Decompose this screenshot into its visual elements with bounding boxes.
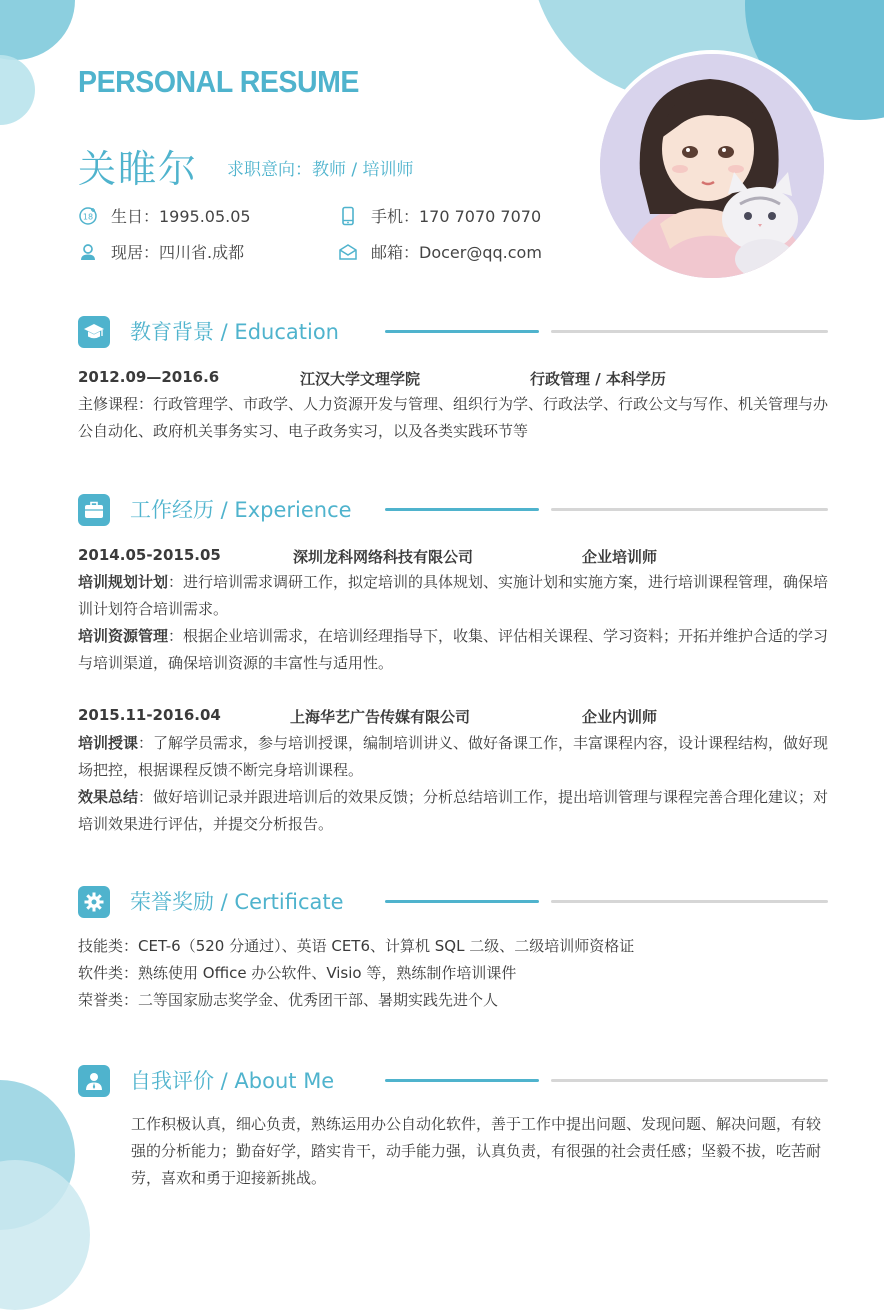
certificate-software: 软件类：熟练使用 Office 办公软件、Visio 等，熟练制作培训课件 — [78, 964, 517, 982]
certificate-honors: 荣誉类：二等国家励志奖学金、优秀团干部、暑期实践先进个人 — [78, 991, 499, 1009]
section-title-experience: 工作经历 / Experience — [130, 498, 352, 522]
birthday-18-icon — [78, 206, 98, 226]
section-divider-gray — [551, 330, 828, 333]
section-icon-education — [78, 316, 110, 348]
decor-circle-bottom-left-light — [0, 1160, 90, 1310]
gear-icon — [83, 891, 105, 913]
job-role: 企业培训师 — [582, 548, 658, 566]
info-birthday — [78, 204, 251, 227]
job-intention: 求职意向：教师 / 培训师 — [227, 160, 414, 180]
mobile-phone-icon — [338, 206, 358, 226]
item-text: ：根据企业培训需求，在培训经理指导下，收集、评估相关课程、学习资料；开拓并维护合适的学习与培训渠道，确保培训资源的丰富性与适用性。 — [78, 627, 829, 672]
avatar-illustration — [600, 54, 824, 278]
section-divider-accent — [385, 900, 539, 903]
job-company: 深圳龙科网络科技有限公司 — [293, 548, 474, 566]
job-1-item-1 — [78, 569, 830, 623]
education-description: 主修课程：行政管理学、市政学、人力资源开发与管理、组织行为学、行政法学、行政公文与写作、机关管理与办公自动化、政府机关事务实习、电子政务实习，以及各类实践环节等 — [78, 395, 829, 440]
section-title-education: 教育背景 / Education — [130, 320, 339, 344]
section-title-certificate: 荣誉奖励 / Certificate — [130, 890, 344, 914]
section-title-about: 自我评价 / About Me — [130, 1069, 335, 1093]
resume-title: PERSONAL RESUME — [78, 64, 359, 99]
job-date: 2014.05-2015.05 — [78, 546, 221, 564]
item-label: 培训规划计划 — [78, 573, 169, 591]
avatar — [600, 54, 824, 278]
section-divider-accent — [385, 508, 539, 511]
item-label: 培训授课 — [78, 734, 139, 752]
decor-circle-top-left-small — [0, 55, 35, 125]
job-2-item-2 — [78, 784, 830, 838]
job-1-item-2 — [78, 623, 830, 677]
person-name: 关睢尔 — [78, 147, 199, 191]
about-me-text: 工作积极认真，细心负责，熟练运用办公自动化软件，善于工作中提出问题、发现问题、解决问题，有较强的分析能力；勤奋好学，踏实肯干，动手能力强，认真负责，有很强的社会责任感；坚毅不拔，吃苦耐劳，喜欢和勇于迎接新挑战。 — [131, 1115, 822, 1187]
job-2-item-1 — [78, 730, 830, 784]
birthday-text: 生日：1995.05.05 — [111, 207, 251, 226]
info-email — [338, 240, 542, 263]
section-icon-about — [78, 1065, 110, 1097]
location-person-icon — [78, 242, 98, 262]
job-role: 企业内训师 — [582, 708, 658, 726]
job-company: 上海华艺广告传媒有限公司 — [290, 708, 471, 726]
education-major: 行政管理 / 本科学历 — [530, 370, 666, 388]
section-divider-accent — [385, 330, 539, 333]
location-text: 现居：四川省.成都 — [111, 243, 245, 262]
section-divider-gray — [551, 900, 828, 903]
education-school: 江汉大学文理学院 — [300, 370, 421, 388]
item-text: ：做好培训记录并跟进培训后的效果反馈；分析总结培训工作，提出培训管理与课程完善合理化建议；对培训效果进行评估，并提交分析报告。 — [78, 788, 829, 833]
email-text: 邮箱：Docer@qq.com — [371, 243, 542, 262]
section-header-certificate — [78, 884, 828, 918]
info-location — [78, 240, 244, 263]
section-divider-gray — [551, 508, 828, 511]
item-label: 效果总结 — [78, 788, 139, 806]
avatar-frame — [596, 50, 828, 282]
svg-text:18: 18 — [82, 212, 94, 221]
section-icon-experience — [78, 494, 110, 526]
section-header-experience — [78, 492, 828, 526]
section-header-education — [78, 314, 828, 348]
item-text: ：进行培训需求调研工作，拟定培训的具体规划、实施计划和实施方案，进行培训课程管理，确保培训计划符合培训需求。 — [78, 573, 829, 618]
section-divider-gray — [551, 1079, 828, 1082]
education-date: 2012.09—2016.6 — [78, 368, 220, 386]
briefcase-icon — [83, 499, 105, 521]
graduation-cap-icon — [83, 321, 105, 343]
item-label: 培训资源管理 — [78, 627, 169, 645]
certificate-skills: 技能类：CET-6（520 分通过）、英语 CET6、计算机 SQL 二级、二级培训师资格证 — [78, 937, 635, 955]
item-text: ：了解学员需求，参与培训授课，编制培训讲义、做好备课工作，丰富课程内容，设计课程结构，做好现场把控，根据课程反馈不断完身培训课程。 — [78, 734, 829, 779]
section-header-about — [78, 1063, 828, 1097]
phone-text: 手机：170 7070 7070 — [371, 207, 542, 226]
envelope-icon — [338, 242, 358, 262]
job-date: 2015.11-2016.04 — [78, 706, 221, 724]
person-icon — [83, 1070, 105, 1092]
section-divider-accent — [385, 1079, 539, 1082]
info-phone — [338, 204, 541, 227]
decor-circle-top-left — [0, 0, 75, 60]
section-icon-certificate — [78, 886, 110, 918]
